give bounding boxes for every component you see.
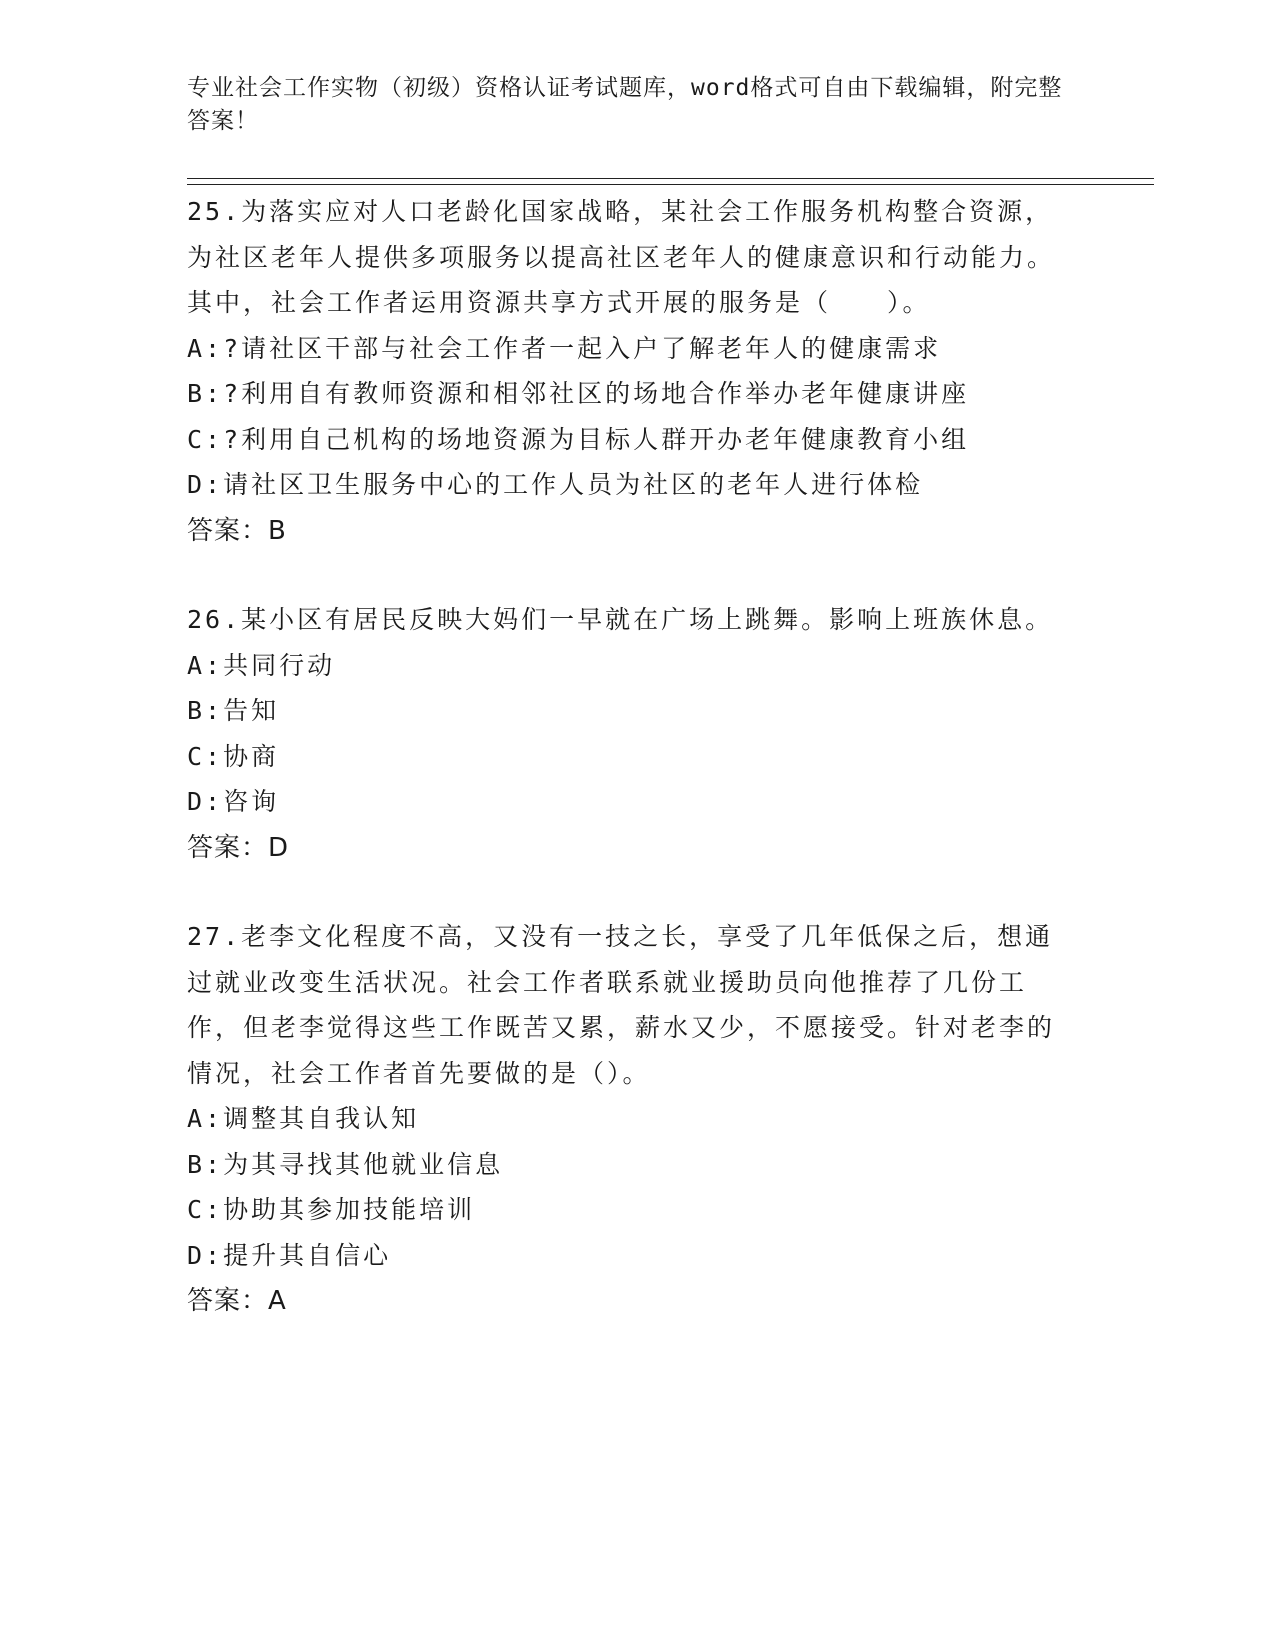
- document-header: 专业社会工作实物（初级）资格认证考试题库，word格式可自由下载编辑，附完整答案！: [187, 75, 1063, 134]
- option-d: D:咨询: [187, 787, 280, 816]
- question-25: [187, 189, 1067, 554]
- answer-label: 答案：A: [187, 1286, 287, 1316]
- question-stem: 25.为落实应对人口老龄化国家战略，某社会工作服务机构整合资源，为社区老年人提供多项服务以提高社区老年人的健康意识和行动能力。其中，社会工作者运用资源共享方式开展的服务是（ ）。: [187, 197, 1056, 317]
- option-c: C:协助其参加技能培训: [187, 1195, 476, 1224]
- option-d: D:请社区卫生服务中心的工作人员为社区的老年人进行体检: [187, 470, 924, 499]
- question-27: [187, 914, 1067, 1324]
- answer-label: 答案：D: [187, 832, 290, 863]
- question-stem: 26.某小区有居民反映大妈们一早就在广场上跳舞。影响上班族休息。: [187, 605, 1054, 634]
- header-divider: [187, 178, 1154, 185]
- answer-label: 答案：B: [187, 515, 287, 546]
- option-b: B:为其寻找其他就业信息: [187, 1149, 504, 1179]
- option-a: A:?请社区干部与社会工作者一起入户了解老年人的健康需求: [187, 333, 942, 363]
- option-b: B:告知: [187, 696, 280, 725]
- option-c: C:?利用自己机构的场地资源为目标人群开办老年健康教育小组: [187, 424, 970, 454]
- option-a: A:共同行动: [187, 650, 336, 680]
- question-stem: 27.老李文化程度不高，又没有一技之长，享受了几年低保之后，想通过就业改变生活状况。社会工作者联系就业援助员向他推荐了几份工作，但老李觉得这些工作既苦又累，薪水又少，不愿接受。针对老李的情况，社会工作者首先要做的是（）。: [187, 922, 1056, 1088]
- option-a: A:调整其自我认知: [187, 1104, 420, 1133]
- option-d: D:提升其自信心: [187, 1240, 392, 1270]
- question-26: [187, 597, 1067, 871]
- option-b: B:?利用自有教师资源和相邻社区的场地合作举办老年健康讲座: [187, 379, 970, 408]
- option-c: C:协商: [187, 741, 280, 771]
